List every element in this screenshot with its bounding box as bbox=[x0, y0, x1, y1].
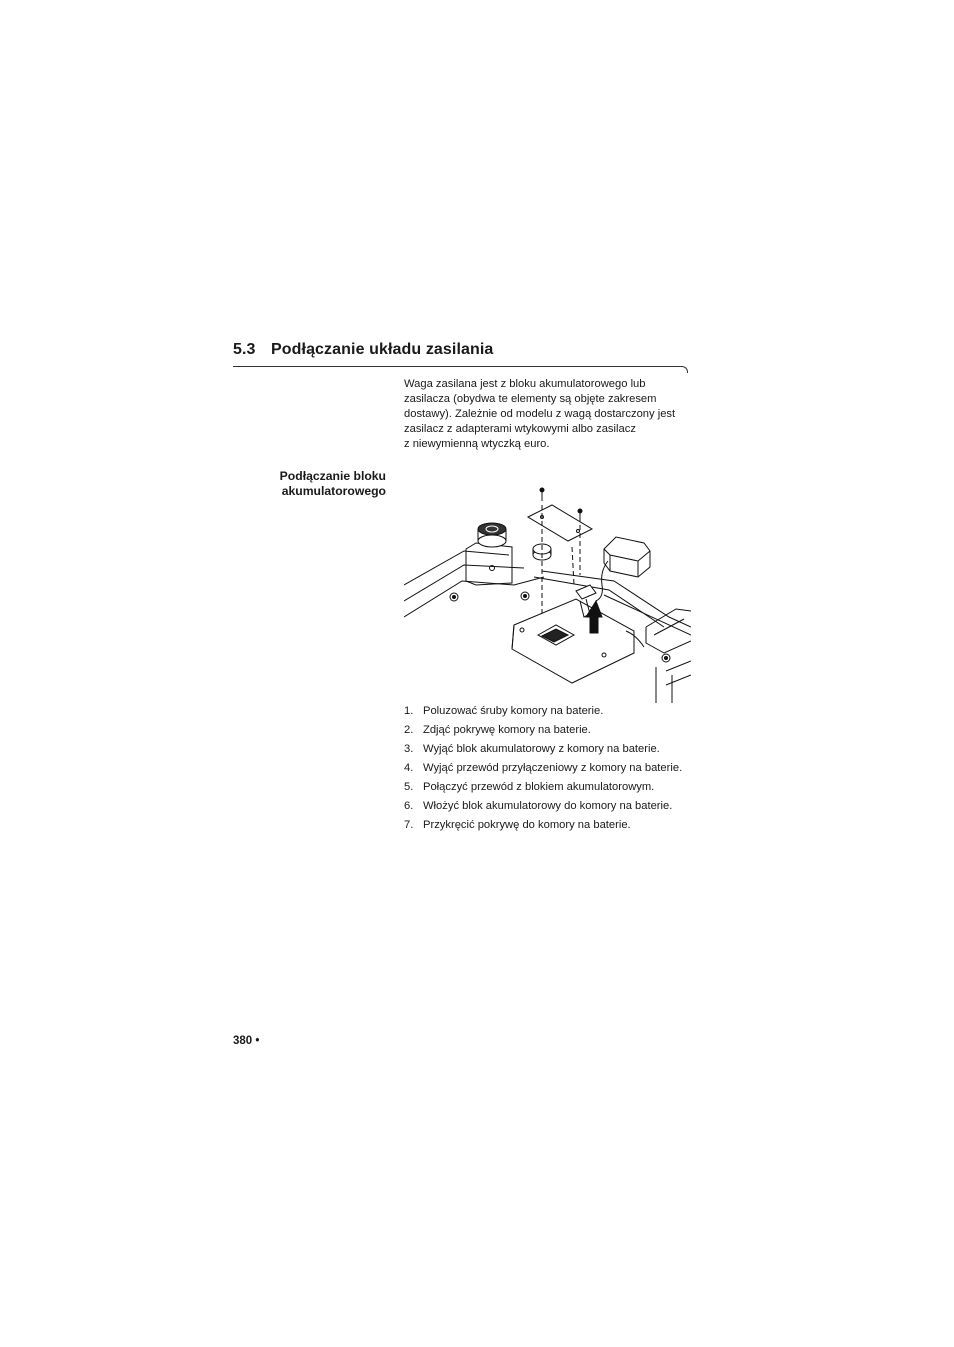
side-heading-line: Podłączanie bloku bbox=[279, 469, 386, 483]
list-item bbox=[404, 742, 694, 757]
section-title-text: Podłączanie układu zasilania bbox=[271, 341, 494, 358]
page-number: 380 • bbox=[233, 1035, 260, 1047]
battery-block bbox=[596, 537, 650, 601]
list-item bbox=[404, 761, 694, 776]
step-number: 3. bbox=[404, 743, 414, 755]
intro-line: Waga zasilana jest z bloku akumulatorowego lub bbox=[404, 378, 646, 390]
intro-line: zasilacz z adapterami wtykowymi albo zasilacz bbox=[404, 423, 636, 435]
step-text: Przykręcić pokrywę do komory na baterie. bbox=[423, 819, 631, 831]
section-number: 5.3 bbox=[233, 341, 256, 358]
section-rule-hook bbox=[681, 366, 688, 373]
section-title bbox=[233, 341, 493, 359]
step-number: 1. bbox=[404, 705, 414, 717]
list-item bbox=[404, 704, 694, 719]
step-number: 5. bbox=[404, 781, 414, 793]
step-text: Włożyć blok akumulatorowy do komory na baterie. bbox=[423, 800, 673, 812]
leveling-foot bbox=[466, 523, 512, 585]
steps-list bbox=[404, 704, 694, 837]
side-heading-line: akumulatorowego bbox=[281, 484, 386, 498]
list-item bbox=[404, 723, 694, 738]
intro-line: z niewymienną wtyczką euro. bbox=[404, 438, 550, 450]
list-item bbox=[404, 818, 694, 833]
section-rule bbox=[233, 366, 683, 367]
intro-line: zasilacza (obydwa te elementy są objęte zakresem bbox=[404, 393, 657, 405]
step-number: 2. bbox=[404, 724, 414, 736]
right-housing bbox=[646, 609, 691, 703]
step-number: 6. bbox=[404, 800, 414, 812]
step-text: Wyjąć przewód przyłączeniowy z komory na baterie. bbox=[423, 762, 683, 774]
step-text: Wyjąć blok akumulatorowy z komory na baterie. bbox=[423, 743, 660, 755]
step-number: 7. bbox=[404, 819, 414, 831]
step-text: Zdjąć pokrywę komory na baterie. bbox=[423, 724, 591, 736]
intro-line: dostawy). Zależnie od modelu z wagą dostarczony jest bbox=[404, 408, 676, 420]
intro-paragraph bbox=[404, 377, 694, 452]
side-heading bbox=[233, 469, 386, 499]
compartment-base bbox=[512, 599, 634, 683]
battery-compartment-illustration bbox=[404, 485, 691, 703]
step-number: 4. bbox=[404, 762, 414, 774]
list-item bbox=[404, 799, 694, 814]
step-text: Połączyć przewód z blokiem akumulatorowym. bbox=[423, 781, 655, 793]
list-item bbox=[404, 780, 694, 795]
step-text: Poluzować śruby komory na baterie. bbox=[423, 705, 604, 717]
